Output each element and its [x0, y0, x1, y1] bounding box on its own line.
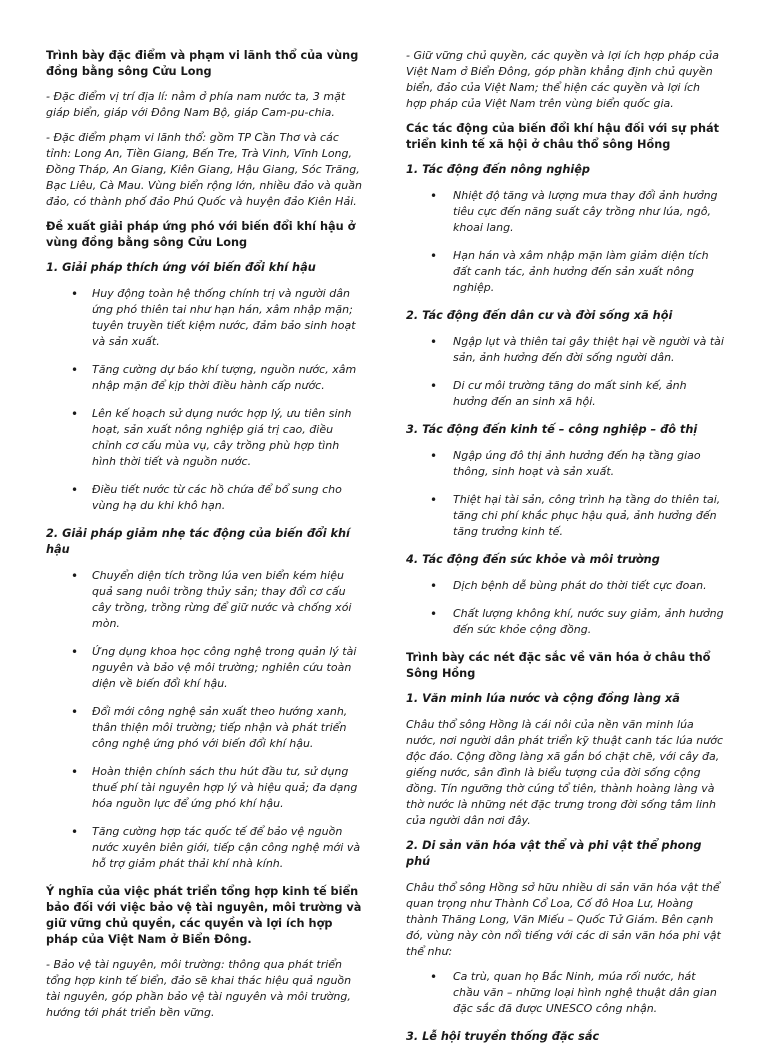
list-item: • Tăng cường dự báo khí tượng, nguồn nước, xâm nhập mặn để kịp thời điều hành cấp nước. — [46, 362, 362, 394]
list-economy — [406, 448, 724, 540]
list-item: • Dịch bệnh dễ bùng phát do thời tiết cực đoan. — [406, 578, 724, 594]
list-item: • Ngập úng đô thị ảnh hưởng đến hạ tầng giao thông, sinh hoạt và sản xuất. — [406, 448, 724, 480]
list-item: • Ngập lụt và thiên tai gây thiệt hại về người và tài sản, ảnh hưởng đến đời sống người dân. — [406, 334, 724, 366]
paragraph-rice-civilization: Châu thổ sông Hồng là cái nôi của nền văn minh lúa nước, nơi người dân phát triển kỹ thuật canh tác lúa nước độc đáo. Cộng đồng làng xã gắn bó chặt chẽ, với cây đa, giếng nước, sân đình là biểu tượng của đời sống cộng đồng. Tín ngưỡng thờ cúng tổ tiên, thành hoàng làng và thờ nước là những nét đặc trưng trong đời sống tâm linh của người dân nơi đây. — [406, 718, 723, 827]
list-item: • Chuyển diện tích trồng lúa ven biển kém hiệu quả sang nuôi trồng thủy sản; thay đổi cơ cấu cây trồng, trồng rừng để giữ nước và chống xói mòn. — [46, 568, 362, 632]
subheading-mitigation: 2. Giải pháp giảm nhẹ tác động của biến đổi khí hậu — [46, 527, 350, 556]
list-item: • Đổi mới công nghệ sản xuất theo hướng xanh, thân thiện môi trường; tiếp nhận và phát triển công nghệ ứng phó với biến đổi khí hậu. — [46, 704, 362, 752]
list-item: • Lên kế hoạch sử dụng nước hợp lý, ưu tiên sinh hoạt, sản xuất nông nghiệp giá trị cao, điều chỉnh cơ cấu mùa vụ, cây trồng phù hợp tình hình thời tiết và nguồn nước. — [46, 406, 362, 470]
list-item: • Hạn hán và xâm nhập mặn làm giảm diện tích đất canh tác, ảnh hưởng đến sản xuất nông nghiệp. — [406, 248, 724, 296]
paragraph-resource-protection: - Bảo vệ tài nguyên, môi trường: thông qua phát triển tổng hợp kinh tế biển, đảo sẽ khai thác hiệu quả nguồn tài nguyên, góp phần bảo vệ tài nguyên và môi trường, hướng tới phát triển bền vững. — [46, 958, 352, 1019]
list-item: • Chất lượng không khí, nước suy giảm, ảnh hưởng đến sức khỏe cộng đồng. — [406, 606, 724, 638]
list-adaptation — [46, 286, 362, 514]
section-title-marine-economy: Ý nghĩa của việc phát triển tổng hợp kinh tế biển bảo đối với việc bảo vệ tài nguyên, môi trường và giữ vững chủ quyền, các quyền và lợi ích hợp pháp của Việt Nam ở Biển Đông. — [46, 885, 362, 946]
subheading-economy: 3. Tác động đến kinh tế – công nghiệp – đô thị — [406, 423, 698, 436]
list-item: • Nhiệt độ tăng và lượng mưa thay đổi ảnh hưởng tiêu cực đến năng suất cây trồng như lúa, ngô, khoai lang. — [406, 188, 724, 236]
subheading-heritage: 2. Di sản văn hóa vật thể và phi vật thể phong phú — [406, 839, 702, 868]
list-item: • Ứng dụng khoa học công nghệ trong quản lý tài nguyên và bảo vệ môi trường; nghiên cứu toàn diện về biến đổi khí hậu. — [46, 644, 362, 692]
section-title-red-river-culture: Trình bày các nét đặc sắc về văn hóa ở châu thổ Sông Hồng — [406, 651, 711, 680]
list-agriculture — [406, 188, 724, 296]
subheading-festivals: 3. Lễ hội truyền thống đặc sắc — [406, 1030, 600, 1043]
paragraph-sovereignty: - Giữ vững chủ quyền, các quyền và lợi ích hợp pháp của Việt Nam ở Biển Đông, góp phần khẳng định chủ quyền biển, đảo của Việt Nam; thể hiện các quyền và lợi ích hợp pháp của Việt Nam trên vùng biển quốc gia. — [406, 49, 719, 110]
subheading-health: 4. Tác động đến sức khỏe và môi trường — [406, 553, 660, 566]
paragraph-location: - Đặc điểm vị trí địa lí: nằm ở phía nam nước ta, 3 mặt giáp biển, giáp với Đông Nam Bộ, giáp Cam-pu-chia. — [46, 90, 346, 119]
left-column — [46, 48, 362, 1030]
list-item: • Điều tiết nước từ các hồ chứa để bổ sung cho vùng hạ du khi khô hạn. — [46, 482, 362, 514]
list-health — [406, 578, 724, 638]
section-title-climate-solutions: Đề xuất giải pháp ứng phó với biến đổi khí hậu ở vùng đồng bằng sông Cửu Long — [46, 220, 356, 249]
list-item: • Hoàn thiện chính sách thu hút đầu tư, sử dụng thuế phí tài nguyên hợp lý và hiệu quả; đa dạng hóa nguồn lực để ứng phó khí hậu. — [46, 764, 362, 812]
list-heritage — [406, 969, 724, 1017]
right-column — [406, 48, 724, 1055]
section-title-climate-impacts: Các tác động của biến đổi khí hậu đối với sự phát triển kinh tế xã hội ở châu thổ sông Hồng — [406, 122, 720, 151]
list-population — [406, 334, 724, 410]
section-title-mekong-delta: Trình bày đặc điểm và phạm vi lãnh thổ của vùng đồng bằng sông Cửu Long — [46, 49, 359, 78]
list-item: • Di cư môi trường tăng do mất sinh kế, ảnh hưởng đến an sinh xã hội. — [406, 378, 724, 410]
subheading-adaptation: 1. Giải pháp thích ứng với biến đổi khí hậu — [46, 261, 316, 274]
paragraph-heritage: Châu thổ sông Hồng sở hữu nhiều di sản văn hóa vật thể quan trọng như Thành Cổ Loa, Cố đô Hoa Lư, Hoàng thành Thăng Long, Văn Miếu – Quốc Tử Giám. Bên cạnh đó, vùng này còn nổi tiếng với các di sản văn hóa phi vật thể như: — [406, 881, 721, 958]
list-item: • Thiệt hại tài sản, công trình hạ tầng do thiên tai, tăng chi phí khắc phục hậu quả, ảnh hưởng đến tăng trưởng kinh tế. — [406, 492, 724, 540]
subheading-rice-civilization: 1. Văn minh lúa nước và cộng đồng làng xã — [406, 692, 680, 705]
list-item: • Huy động toàn hệ thống chính trị và người dân ứng phó thiên tai như hạn hán, xâm nhập mặn; tuyên truyền tiết kiệm nước, đảm bảo sinh hoạt và sản xuất. — [46, 286, 362, 350]
list-mitigation — [46, 568, 362, 872]
subheading-agriculture: 1. Tác động đến nông nghiệp — [406, 163, 590, 176]
list-item: • Ca trù, quan họ Bắc Ninh, múa rối nước, hát chầu văn – những loại hình nghệ thuật dân gian đặc sắc đã được UNESCO công nhận. — [406, 969, 724, 1017]
paragraph-territory: - Đặc điểm phạm vi lãnh thổ: gồm TP Cần Thơ và các tỉnh: Long An, Tiền Giang, Bến Tre, Trà Vinh, Vĩnh Long, Đồng Tháp, An Giang, Kiên Giang, Hậu Giang, Sóc Trăng, Bạc Liêu, Cà Mau. Vùng biển rộng lớn, nhiều đảo và quần đảo, có thành phố đảo Phú Quốc và huyện đảo Kiên Hải. — [46, 131, 362, 208]
list-item: • Tăng cường hợp tác quốc tế để bảo vệ nguồn nước xuyên biên giới, tiếp cận công nghệ mới và hỗ trợ giảm phát thải khí nhà kính. — [46, 824, 362, 872]
subheading-population: 2. Tác động đến dân cư và đời sống xã hội — [406, 309, 673, 322]
